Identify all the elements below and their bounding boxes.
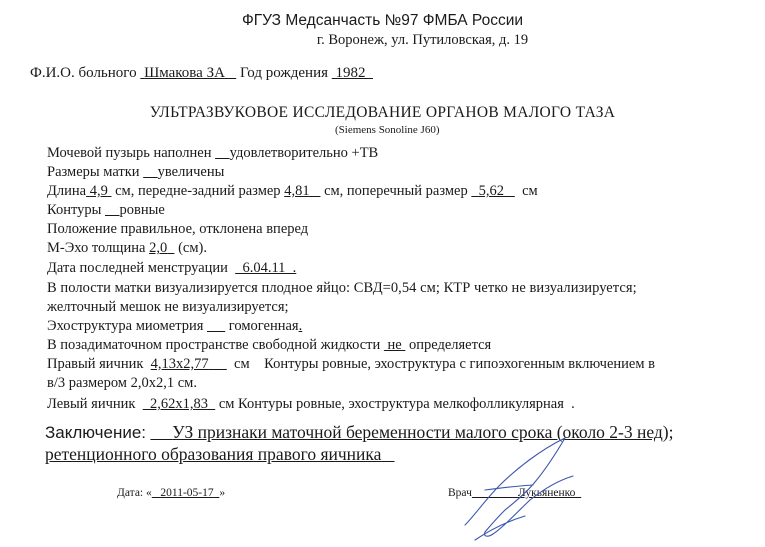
position-line: Положение правильное, отклонена вперед [47, 221, 309, 237]
birth-year-label: Год рождения [239, 65, 328, 81]
patient-name-value: Шмакова ЗА [144, 65, 225, 81]
conclusion-text-1: УЗ признаки маточной беременности малого срока (около 2-3 нед); [172, 422, 674, 442]
contours-line: Контуры ровные [47, 202, 165, 218]
transverse-value: 5,62 [478, 183, 504, 199]
lmp-value: 6.04.11 . [242, 260, 297, 276]
uterus-dimensions-line: Длина 4,9 см, передне-задний размер 4,81 см, поперечный размер 5,62 см [47, 183, 538, 199]
conclusion-line-2 [45, 444, 395, 465]
device-name: (Siemens Sonoline J60) [335, 124, 440, 136]
conclusion-label: Заключение: [45, 423, 147, 442]
fluid-value: не [387, 337, 402, 353]
conclusion-text-2: ретенционного образования правого яичника [45, 444, 382, 464]
org-name: ФГУЗ Медсанчасть №97 ФМБА России [241, 12, 524, 29]
bladder-value [215, 145, 230, 161]
patient-line [30, 65, 373, 82]
birth-year-value: 1982 [335, 65, 366, 81]
lmp-line: Дата последней менструации 6.04.11 . [47, 260, 297, 276]
myometrium-value: гомогенная [228, 318, 299, 334]
signature-icon [455, 430, 605, 545]
date-value: 2011-05-17 [160, 487, 214, 499]
length-value: 4,9 [89, 183, 108, 199]
left-ovary-value: 2,62х1,83 [149, 396, 208, 412]
cavity-line-1: В полости матки визуализируется плодное яйцо: СВД=0,54 см; КТР четко не визуализируется; [47, 280, 637, 296]
uterus-size-line: Размеры матки увеличены [47, 164, 225, 180]
myometrium-line: Эхоструктура миометрия гомогенная. [47, 318, 303, 334]
mecho-value: 2,0 [149, 240, 168, 256]
contours-value: ровные [119, 202, 165, 218]
doctor-label: Врач [448, 487, 472, 499]
left-ovary-line: Левый яичник 2,62х1,83 см Контуры ровные, эхоструктура мелкофолликулярная . [47, 396, 575, 412]
uterus-size-value: увеличены [157, 164, 225, 180]
bladder-line: Мочевой пузырь наполнен удовлетворительно +ТВ [47, 145, 379, 161]
mecho-line: М-Эхо толщина 2,0 (см). [47, 240, 207, 256]
right-ovary-line: Правый яичник 4,13х2,77 см Контуры ровные, эхоструктура с гипоэхогенным включением в [47, 356, 656, 372]
exam-title: УЛЬТРАЗВУКОВОЕ ИССЛЕДОВАНИЕ ОРГАНОВ МАЛОГО ТАЗА [149, 104, 616, 121]
patient-name-label: Ф.И.О. больного [30, 65, 137, 81]
doctor-name: Лукьяненко [517, 487, 576, 499]
ap-value: 4,81 [284, 183, 310, 199]
cavity-line-2: желточный мешок не визуализируется; [47, 299, 289, 315]
right-ovary-line-2: в/3 размером 2,0х2,1 см. [47, 375, 197, 391]
right-ovary-value: 4,13х2,77 [150, 356, 209, 372]
date-field: Дата: « 2011-05-17 » [117, 487, 226, 499]
org-address: г. Воронеж, ул. Путиловская, д. 19 [316, 32, 529, 48]
fluid-line: В позадиматочном пространстве свободной жидкости не определяется [47, 337, 492, 353]
